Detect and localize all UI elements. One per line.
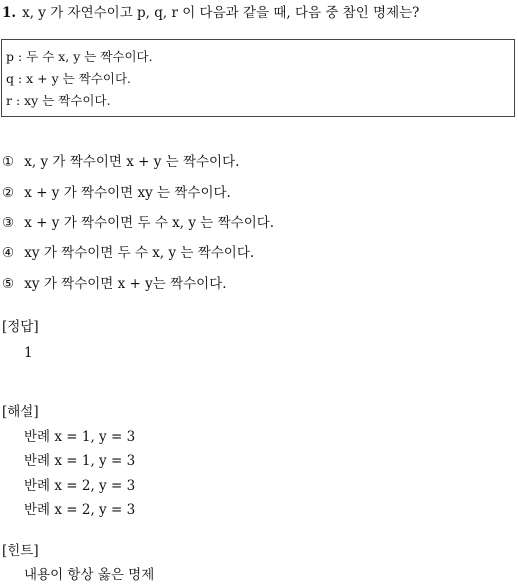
choice-2-number: ② — [2, 185, 15, 201]
hint-text: 내용이 항상 옳은 명제 — [24, 567, 155, 583]
explanation-line-3: 반례 x = 2, y = 3 — [24, 478, 136, 494]
answer-label: [정답] — [2, 319, 39, 335]
conditions-box — [1, 39, 515, 117]
condition-p: p : 두 수 x, y 는 짝수이다. — [6, 49, 153, 64]
choice-4[interactable] — [2, 244, 254, 262]
choice-2[interactable] — [2, 184, 231, 202]
explanation-line-4: 반례 x = 2, y = 3 — [24, 502, 136, 518]
choice-1[interactable] — [2, 153, 239, 171]
question-header — [2, 4, 516, 22]
condition-q: q : x + y 는 짝수이다. — [6, 71, 131, 86]
explanation-line-2: 반례 x = 1, y = 3 — [24, 453, 136, 469]
choice-3[interactable] — [2, 214, 274, 232]
choice-5[interactable] — [2, 275, 227, 293]
choice-3-number: ③ — [2, 215, 15, 231]
explanation-line-1: 반례 x = 1, y = 3 — [24, 429, 136, 445]
choice-5-number: ⑤ — [2, 276, 15, 292]
hint-label: [힌트] — [2, 543, 39, 559]
choice-5-text: xy 가 짝수이면 x + y는 짝수이다. — [24, 276, 227, 292]
condition-r: r : xy 는 짝수이다. — [6, 93, 111, 108]
question-text: x, y 가 자연수이고 p, q, r 이 다음과 같을 때, 다음 중 참인 명제는? — [22, 5, 420, 21]
choice-4-number: ④ — [2, 245, 15, 261]
choice-2-text: x + y 가 짝수이면 xy 는 짝수이다. — [24, 185, 231, 201]
explanation-label: [해설] — [2, 404, 39, 420]
answer-value: 1 — [24, 345, 33, 361]
choice-4-text: xy 가 짝수이면 두 수 x, y 는 짝수이다. — [24, 245, 255, 261]
question-number: 1. — [2, 5, 17, 21]
choice-1-number: ① — [2, 154, 15, 170]
choice-3-text: x + y 가 짝수이면 두 수 x, y 는 짝수이다. — [24, 215, 275, 231]
choice-1-text: x, y 가 짝수이면 x + y 는 짝수이다. — [24, 154, 240, 170]
